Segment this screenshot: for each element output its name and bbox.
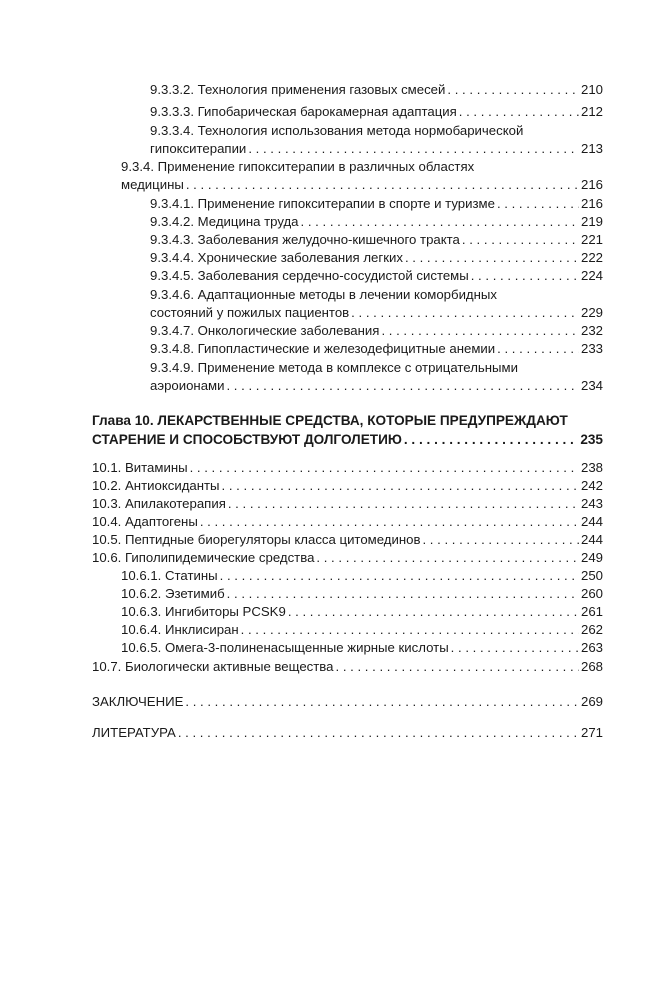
dot-leader — [301, 213, 579, 231]
dot-leader — [185, 693, 579, 711]
page-number: 216 — [580, 196, 603, 211]
toc-entry — [150, 267, 603, 285]
dot-leader — [222, 477, 579, 495]
page-number: 216 — [580, 177, 603, 193]
entry-title: аэроионами — [150, 378, 225, 394]
toc-entry — [92, 459, 603, 477]
dot-leader — [497, 340, 579, 358]
page-number: 250 — [580, 568, 603, 583]
dot-leader — [351, 304, 579, 322]
page-number: 232 — [580, 323, 603, 338]
page-number: 271 — [580, 725, 603, 740]
toc-entry — [92, 495, 603, 513]
toc-entry — [92, 513, 603, 531]
toc-entry — [121, 567, 603, 585]
entry-title: 10.7. Биологически активные вещества — [92, 659, 334, 674]
dot-leader — [226, 377, 579, 395]
page-number: 213 — [580, 141, 603, 157]
dot-leader — [288, 603, 579, 621]
toc-entry — [150, 359, 603, 396]
entry-title: 10.6. Гиполипидемические средства — [92, 550, 315, 565]
entry-title: 10.5. Пептидные биорегуляторы класса цитомединов — [92, 532, 421, 547]
page-number: 238 — [580, 460, 603, 475]
entry-title-line: 9.3.3.4. Технология использования метода нормобарической — [150, 123, 524, 138]
dot-leader — [227, 585, 579, 603]
dot-leader — [471, 267, 579, 285]
entry-title: 10.2. Антиоксиданты — [92, 478, 220, 493]
entry-title: 9.3.4.4. Хронические заболевания легких — [150, 250, 403, 265]
page-number: 212 — [580, 104, 603, 119]
toc-entry — [92, 549, 603, 567]
dot-leader — [462, 231, 579, 249]
dot-leader — [451, 639, 579, 657]
chapter-heading — [92, 411, 603, 449]
page-number: 244 — [580, 514, 603, 529]
page-number: 234 — [580, 378, 603, 394]
page-number: 249 — [580, 550, 603, 565]
page-number: 263 — [580, 640, 603, 655]
page-number: 219 — [580, 214, 603, 229]
entry-title-line: 9.3.4. Применение гипокситерапии в различных областях — [121, 159, 475, 174]
toc-entry — [150, 81, 603, 99]
dot-leader — [381, 322, 579, 340]
toc-entry — [121, 621, 603, 639]
entry-title: 10.6.2. Эзетимиб — [121, 586, 225, 601]
toc-entry — [150, 213, 603, 231]
dot-leader — [422, 531, 579, 549]
dot-leader — [316, 549, 579, 567]
entry-title: 9.3.4.8. Гипопластические и железодефицитные анемии — [150, 341, 496, 356]
toc-entry — [150, 231, 603, 249]
dot-leader — [200, 513, 579, 531]
entry-title-line: 9.3.4.9. Применение метода в комплексе с отрицательными — [150, 360, 518, 375]
entry-title: 10.3. Апилакотерапия — [92, 496, 226, 511]
chapter-title: СТАРЕНИЕ И СПОСОБСТВУЮТ ДОЛГОЛЕТИЮ — [92, 432, 402, 447]
toc-entry — [92, 693, 603, 711]
toc-entry — [150, 103, 603, 121]
dot-leader — [186, 176, 579, 194]
entry-title: ЛИТЕРАТУРА — [92, 725, 176, 740]
page-number: 235 — [580, 432, 603, 447]
entry-title: 9.3.4.7. Онкологические заболевания — [150, 323, 380, 338]
entry-title: 9.3.3.2. Технология применения газовых смесей — [150, 82, 446, 97]
page-number: 268 — [580, 659, 603, 674]
dot-leader — [459, 103, 579, 121]
dot-leader — [220, 567, 579, 585]
toc-entry — [150, 322, 603, 340]
toc-entry — [150, 195, 603, 213]
page-number: 262 — [580, 622, 603, 637]
toc-entry — [121, 158, 603, 195]
toc-entry — [121, 603, 603, 621]
toc-entry — [150, 122, 603, 159]
entry-title: медицины — [121, 177, 184, 193]
entry-title: 10.4. Адаптогены — [92, 514, 198, 529]
toc-entry — [92, 531, 603, 549]
toc-entry — [150, 286, 603, 323]
page-number: 243 — [580, 496, 603, 511]
entry-title: состояний у пожилых пациентов — [150, 305, 350, 321]
toc-entry — [121, 639, 603, 657]
entry-title: 10.1. Витамины — [92, 460, 188, 475]
entry-title: 9.3.4.3. Заболевания желудочно-кишечного тракта — [150, 232, 460, 247]
entry-title: ЗАКЛЮЧЕНИЕ — [92, 694, 184, 709]
toc-entry — [92, 477, 603, 495]
page-number: 244 — [580, 532, 603, 547]
entry-title: 10.6.4. Инклисиран — [121, 622, 239, 637]
page-number: 229 — [580, 305, 603, 321]
toc-entry — [150, 249, 603, 267]
toc-entry — [92, 658, 603, 676]
dot-leader — [447, 81, 579, 99]
entry-title: гипокситерапии — [150, 141, 247, 157]
entry-title: 9.3.4.2. Медицина труда — [150, 214, 299, 229]
entry-title: 9.3.4.5. Заболевания сердечно-сосудистой системы — [150, 268, 469, 283]
entry-title: 10.6.1. Статины — [121, 568, 218, 583]
dot-leader — [404, 430, 578, 449]
page-number: 233 — [580, 341, 603, 356]
page-number: 260 — [580, 586, 603, 601]
dot-leader — [228, 495, 579, 513]
page-number: 269 — [580, 694, 603, 709]
dot-leader — [336, 658, 579, 676]
entry-title: 10.6.3. Ингибиторы PCSK9 — [121, 604, 286, 619]
dot-leader — [497, 195, 579, 213]
entry-title: 10.6.5. Омега-3-полиненасыщенные жирные кислоты — [121, 640, 449, 655]
page-number: 221 — [580, 232, 603, 247]
dot-leader — [248, 140, 579, 158]
dot-leader — [190, 459, 579, 477]
toc-entry — [150, 340, 603, 358]
page-number: 222 — [580, 250, 603, 265]
dot-leader — [178, 724, 579, 742]
toc-entry — [121, 585, 603, 603]
page-number: 224 — [580, 268, 603, 283]
dot-leader — [241, 621, 579, 639]
entry-title: 9.3.4.1. Применение гипокситерапии в спорте и туризме — [150, 196, 495, 211]
toc-entry — [92, 724, 603, 742]
entry-title: 9.3.3.3. Гипобарическая барокамерная адаптация — [150, 104, 457, 119]
dot-leader — [405, 249, 579, 267]
entry-title-line: 9.3.4.6. Адаптационные методы в лечении коморбидных — [150, 287, 497, 302]
page-number: 210 — [580, 82, 603, 97]
page-number: 261 — [580, 604, 603, 619]
chapter-title-line: Глава 10. ЛЕКАРСТВЕННЫЕ СРЕДСТВА, КОТОРЫЕ ПРЕДУПРЕЖДАЮТ — [92, 413, 568, 428]
page-number: 242 — [580, 478, 603, 493]
